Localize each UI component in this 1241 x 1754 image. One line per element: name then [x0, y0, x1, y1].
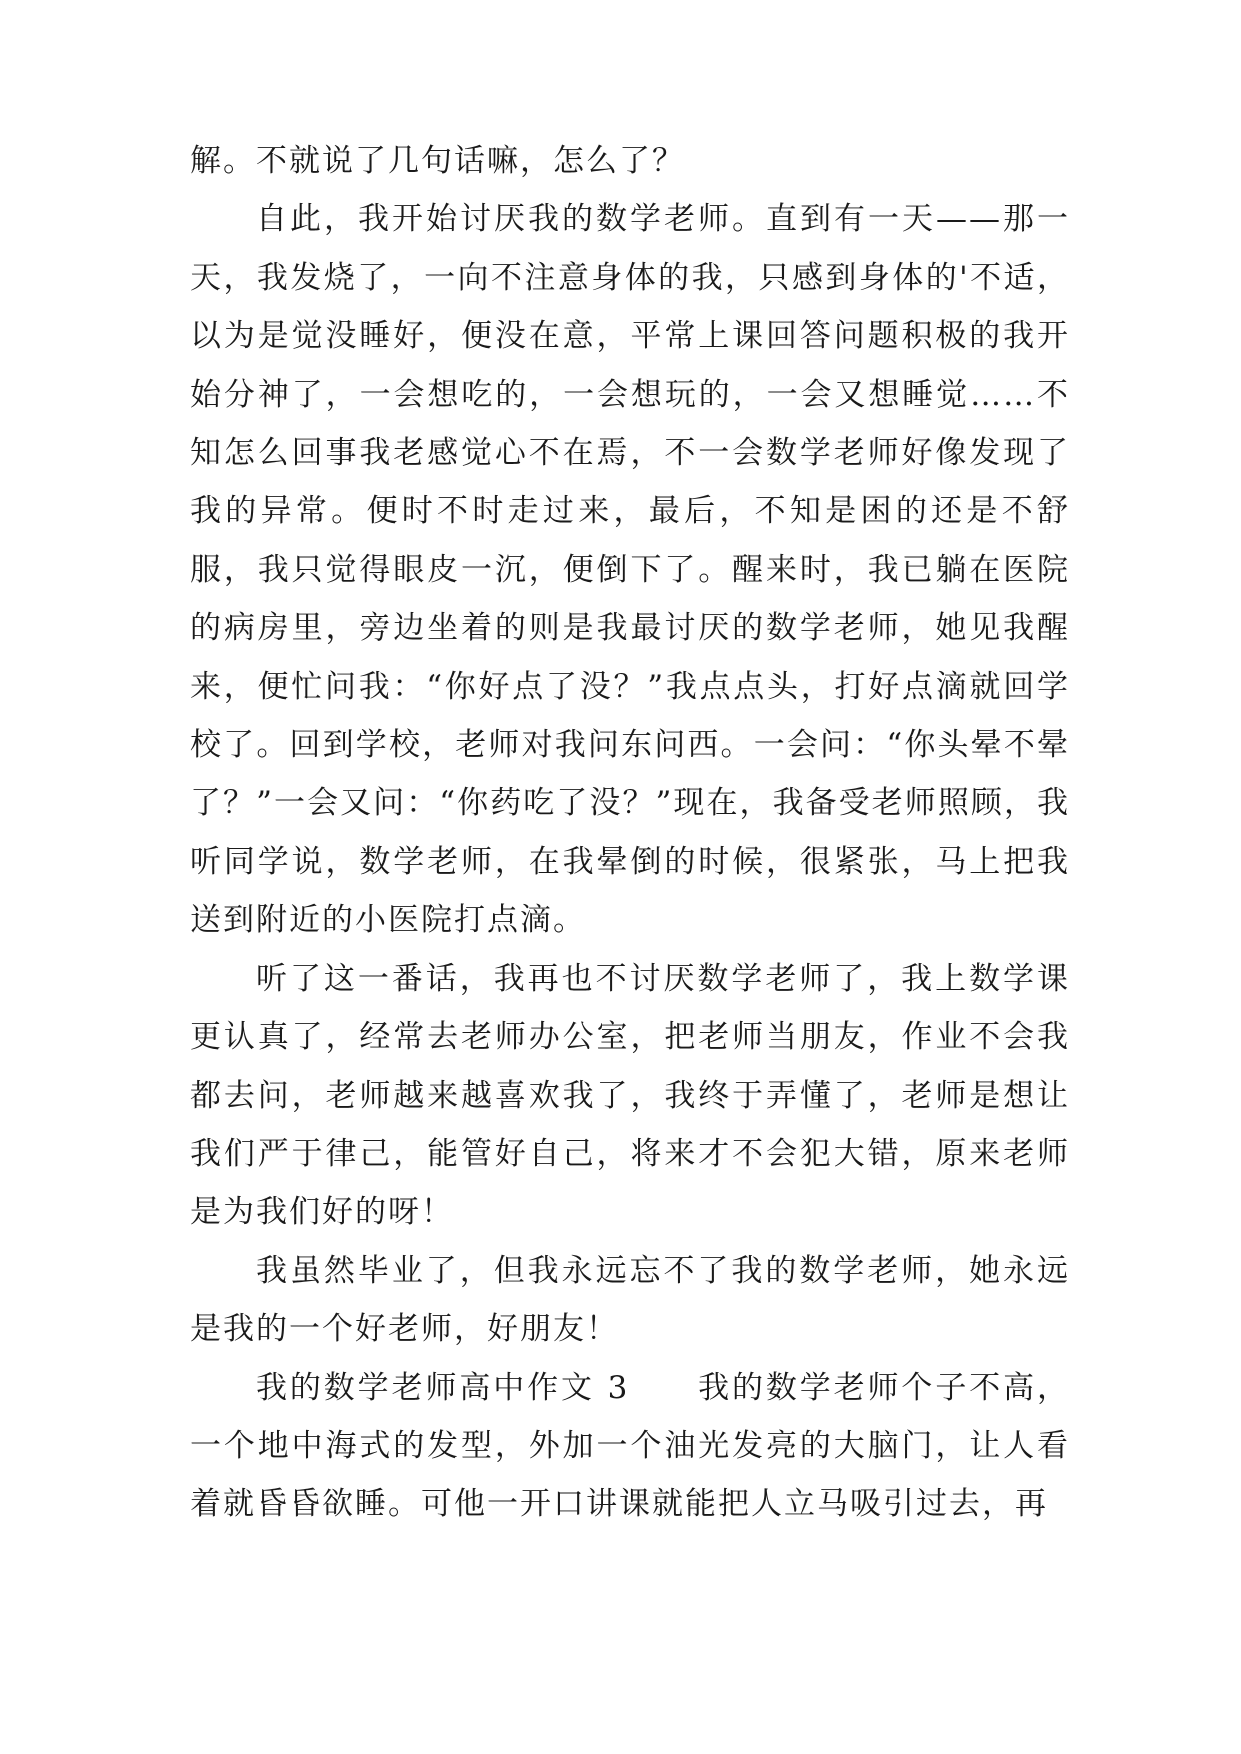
paragraph-5: 我的数学老师高中作文 3 我的数学老师个子不高，一个地中海式的发型，外加一个油光发亮的大脑门，让人看着就昏昏欲睡。可他一开口讲课就能把人立马吸引过去，再	[190, 1369, 1070, 1523]
document-body	[190, 132, 1070, 1534]
paragraph-1: 解。不就说了几句话嘛，怎么了？	[190, 143, 685, 179]
paragraph-2: 自此，我开始讨厌我的数学老师。直到有一天——那一天，我发烧了，一向不注意身体的我，只感到身体的'不适，以为是觉没睡好，便没在意，平常上课回答问题积极的我开始分神了，一会想吃的，一会想玩的，一会又想睡觉……不知怎么回事我老感觉心不在焉，不一会数学老师好像发现了我的异常。便时不时走过来，最后，不知是困的还是不舒服，我只觉得眼皮一沉，便倒下了。醒来时，我已躺在医院的病房里，旁边坐着的则是我最讨厌的数学老师，她见我醒来，便忙问我：“你好点了没？”我点点头，打好点滴就回学校了。回到学校，老师对我问东问西。一会问：“你头晕不晕了？”一会又问：“你药吃了没？”现在，我备受老师照顾，我听同学说，数学老师，在我晕倒的时候，很紧张，马上把我送到附近的小医院打点滴。	[190, 201, 1070, 939]
paragraph-3: 听了这一番话，我再也不讨厌数学老师了，我上数学课更认真了，经常去老师办公室，把老师当朋友，作业不会我都去问，老师越来越喜欢我了，我终于弄懂了，老师是想让我们严于律己，能管好自己，将来才不会犯大错，原来老师是为我们好的呀！	[190, 960, 1070, 1231]
paragraph-4: 我虽然毕业了，但我永远忘不了我的数学老师，她永远是我的一个好老师，好朋友！	[190, 1252, 1070, 1348]
